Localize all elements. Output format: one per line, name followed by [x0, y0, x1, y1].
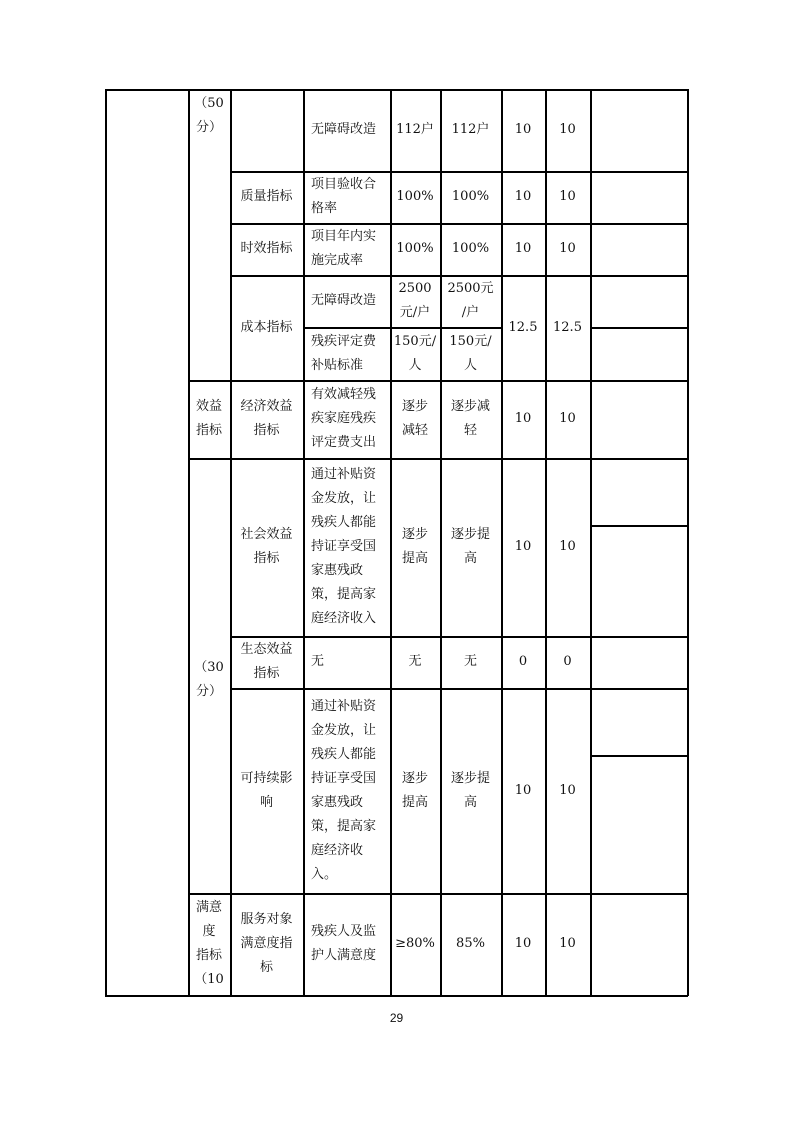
target-value: 逐步 提高	[401, 527, 428, 566]
score: 12.5	[553, 319, 582, 335]
page-number: 29	[389, 1011, 404, 1025]
target-value: 100%	[396, 241, 434, 256]
sub-category: 质量指标	[240, 189, 293, 204]
target-value: 逐步 减轻	[401, 399, 428, 438]
full-score: 10	[514, 411, 532, 426]
actual-value: 逐步提 高	[450, 527, 490, 566]
target-value: 无	[408, 654, 422, 669]
score: 10	[559, 936, 576, 951]
benefit-indicator-weight: （30 分）	[194, 660, 224, 699]
actual-value: 150元/ 人	[449, 333, 492, 373]
full-score: 10	[514, 539, 532, 554]
indicator-name: 无障碍改造	[311, 293, 377, 308]
full-score: 10	[514, 782, 532, 798]
target-value: 112户	[396, 122, 434, 137]
indicator-name: 通过补贴资 金发放，让 残疾人都能 持证享受国 家惠残政 策，提高家 庭经济收 入。	[311, 698, 377, 882]
score: 10	[559, 782, 576, 798]
indicator-name: 残疾评定费 补贴标准	[311, 333, 377, 373]
actual-value: 无	[463, 654, 477, 669]
score: 10	[559, 189, 576, 204]
actual-value: 100%	[451, 189, 490, 204]
sub-category: 经济效益 指标	[240, 399, 293, 438]
indicator-name: 残疾人及监 护人满意度	[311, 924, 377, 963]
score: 10	[559, 122, 576, 137]
sub-category: 时效指标	[240, 241, 293, 256]
target-value: 150元/ 人	[393, 333, 437, 373]
output-indicator-weight: （50 分）	[194, 96, 224, 135]
actual-value: 逐步提 高	[450, 770, 490, 810]
score: 10	[559, 539, 576, 554]
full-score: 12.5	[508, 319, 538, 335]
indicator-name: 无	[311, 654, 325, 669]
score: 10	[559, 411, 576, 426]
category: 满意 度 指标 （10	[194, 900, 224, 987]
actual-value: 逐步减 轻	[450, 399, 490, 438]
sub-category: 社会效益 指标	[240, 527, 293, 566]
full-score: 0	[518, 654, 528, 669]
actual-value: 112户	[451, 122, 490, 137]
sub-category: 成本指标	[240, 319, 293, 335]
indicator-name: 通过补贴资 金发放，让 残疾人都能 持证享受国 家惠残政 策，提高家 庭经济收入	[311, 467, 377, 626]
target-value: 逐步 提高	[401, 770, 428, 810]
target-value: ≥80%	[395, 936, 435, 951]
target-value: 100%	[396, 189, 434, 204]
score: 10	[559, 241, 576, 256]
actual-value: 85%	[456, 936, 485, 951]
sub-category: 服务对象 满意度指 标	[240, 912, 293, 975]
full-score: 10	[514, 936, 532, 951]
full-score: 10	[514, 189, 532, 204]
indicator-name: 项目验收合 格率	[311, 177, 377, 216]
sub-category: 可持续影 响	[240, 770, 293, 810]
actual-value: 2500元 /户	[447, 281, 494, 320]
sub-category: 生态效益 指标	[240, 642, 293, 681]
category: 效益 指标	[195, 399, 222, 438]
actual-value: 100%	[451, 241, 490, 256]
indicator-name: 无障碍改造	[311, 122, 377, 137]
full-score: 10	[514, 122, 532, 137]
indicator-name: 有效减轻残 疾家庭残疾 评定费支出	[311, 387, 377, 450]
target-value: 2500 元/户	[398, 281, 432, 320]
indicator-name: 项目年内实 施完成率	[311, 229, 377, 268]
score: 0	[563, 654, 572, 669]
full-score: 10	[514, 241, 532, 256]
